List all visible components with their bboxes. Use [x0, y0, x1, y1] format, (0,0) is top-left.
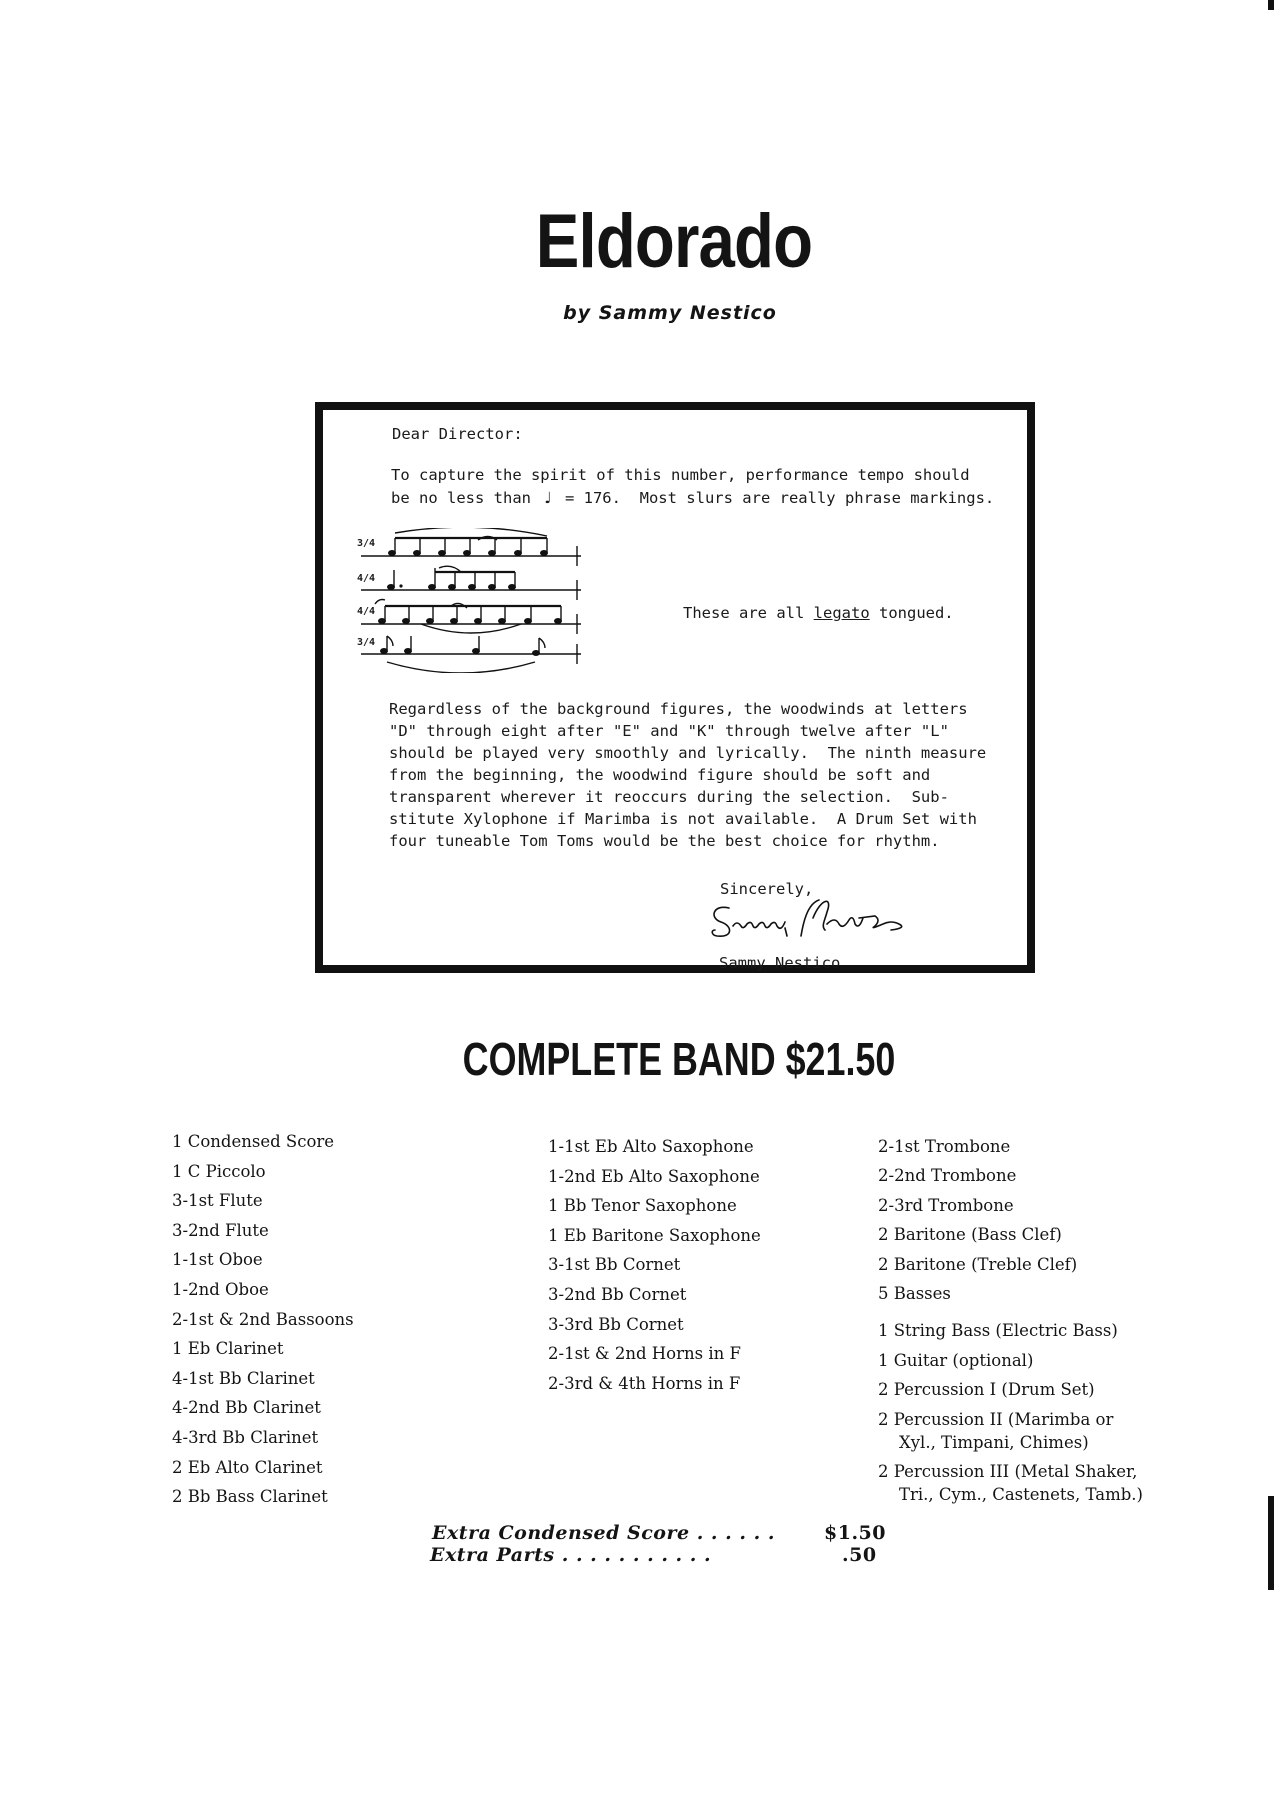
instrument-part-item: 3-1st Bb Cornet — [548, 1255, 681, 1275]
complete-band-price: COMPLETE BAND $21.50 — [462, 1033, 896, 1085]
letter-para1-line2 — [391, 489, 994, 507]
instrument-part-item: 2 Percussion I (Drum Set) — [878, 1380, 1095, 1400]
instrument-part-item: 2-1st Trombone — [878, 1137, 1011, 1156]
instrument-part-item: 3-1st Flute — [172, 1191, 263, 1211]
instrument-part-item: 1 Bb Tenor Saxophone — [548, 1196, 737, 1216]
instrument-part-item: 1-1st Oboe — [172, 1250, 263, 1270]
letter-para2-line6: stitute Xylophone if Marimba is not available. A Drum Set with — [389, 810, 977, 828]
legato-note-post: tongued. — [869, 604, 954, 622]
instrument-part-item: 1 String Bass (Electric Bass) — [878, 1321, 1118, 1341]
instrument-part-item: 2 Percussion II (Marimba or — [878, 1409, 1114, 1429]
legato-word: legato — [813, 604, 870, 622]
instrument-part-item: 1-2nd Oboe — [172, 1280, 269, 1299]
instrument-part-item: 2 Bb Bass Clarinet — [172, 1487, 328, 1507]
extra-condensed-label: Extra Condensed Score — [432, 1522, 690, 1544]
extra-parts-row — [430, 1544, 711, 1566]
instrument-part-item: 3-3rd Bb Cornet — [548, 1314, 684, 1334]
signature-name: Sammy Nestico — [719, 954, 841, 972]
extra-condensed-row — [432, 1522, 775, 1544]
extra-parts-dots: . . . . . . . . . . . — [554, 1544, 712, 1566]
instrument-part-item: 1 Eb Clarinet — [172, 1339, 284, 1359]
letter-para2-line3: should be played very smoothly and lyrically. The ninth measure — [389, 744, 987, 762]
page-title: Eldorado — [535, 199, 813, 284]
instrument-part-item: 4-2nd Bb Clarinet — [172, 1398, 321, 1418]
handwritten-signature — [703, 896, 913, 946]
instrument-part-item: Tri., Cym., Castenets, Tamb.) — [878, 1485, 1143, 1504]
instrument-part-item: 1-2nd Eb Alto Saxophone — [548, 1166, 760, 1186]
instrument-part-item: 3-2nd Flute — [172, 1220, 269, 1240]
extra-condensed-dots: . . . . . . — [689, 1522, 775, 1544]
instrument-part-item: 1 Condensed Score — [172, 1132, 335, 1151]
slur-notation-example — [351, 528, 591, 673]
instrument-part-item: 1-1st Eb Alto Saxophone — [548, 1137, 754, 1156]
instrument-part-item: 2-2nd Trombone — [878, 1166, 1017, 1186]
tempo-prefix: be no less than — [391, 489, 531, 507]
instrument-part-item: 2 Baritone (Treble Clef) — [878, 1254, 1078, 1274]
scan-edge-mark — [1268, 0, 1274, 10]
director-letter-box — [315, 402, 1035, 973]
instrument-part-item: Xyl., Timpani, Chimes) — [878, 1432, 1089, 1452]
letter-salutation: Dear Director: — [392, 425, 523, 443]
letter-para1-line1: To capture the spirit of this number, performance tempo should — [391, 466, 970, 484]
instrument-part-item: 3-2nd Bb Cornet — [548, 1285, 687, 1304]
time-signature-1: 3/4 — [357, 538, 376, 549]
letter-para2-line2: "D" through eight after "E" and "K" through twelve after "L" — [389, 722, 949, 740]
extra-parts-label: Extra Parts — [430, 1544, 555, 1566]
time-signature-2: 4/4 — [357, 573, 376, 584]
extra-condensed-price: $1.50 — [824, 1522, 886, 1544]
instrument-part-item: 1 Guitar (optional) — [878, 1350, 1034, 1370]
extra-parts-price: .50 — [842, 1544, 877, 1566]
instrument-part-item: 4-3rd Bb Clarinet — [172, 1428, 319, 1447]
instrument-part-item: 2 Baritone (Bass Clef) — [878, 1225, 1062, 1245]
composer-byline: by Sammy Nestico — [563, 302, 777, 324]
legato-note-pre: These are all — [683, 604, 814, 622]
letter-para2-line7: four tuneable Tom Toms would be the best choice for rhythm. — [389, 832, 940, 850]
instrument-part-item: 1 C Piccolo — [172, 1161, 266, 1181]
instrument-part-item: 2-1st & 2nd Bassoons — [172, 1309, 354, 1329]
tempo-suffix: = 176. Most slurs are really phrase markings. — [564, 489, 995, 507]
instrument-part-item: 1 Eb Baritone Saxophone — [548, 1225, 761, 1245]
time-signature-3: 4/4 — [357, 606, 376, 617]
letter-para2-line5: transparent wherever it reoccurs during the selection. Sub- — [389, 788, 949, 806]
quarter-note-icon: ♩ — [544, 489, 552, 507]
legato-note — [683, 604, 954, 622]
instrument-part-item: 2-3rd & 4th Horns in F — [548, 1373, 741, 1393]
time-signature-4: 3/4 — [357, 637, 376, 648]
instrument-part-item: 4-1st Bb Clarinet — [172, 1368, 315, 1388]
scan-edge-mark — [1268, 1496, 1274, 1590]
instrument-part-item: 2 Eb Alto Clarinet — [172, 1457, 323, 1477]
letter-para2-line4: from the beginning, the woodwind figure should be soft and — [389, 766, 931, 784]
instrument-part-item: 2-3rd Trombone — [878, 1195, 1014, 1215]
letter-para2-line1: Regardless of the background figures, the woodwinds at letters — [389, 700, 968, 718]
letter-closing: Sincerely, — [720, 880, 814, 898]
instrument-part-item: 2-1st & 2nd Horns in F — [548, 1344, 741, 1364]
instrument-part-item: 2 Percussion III (Metal Shaker, — [878, 1462, 1138, 1481]
instrument-part-item: 5 Basses — [878, 1284, 951, 1303]
